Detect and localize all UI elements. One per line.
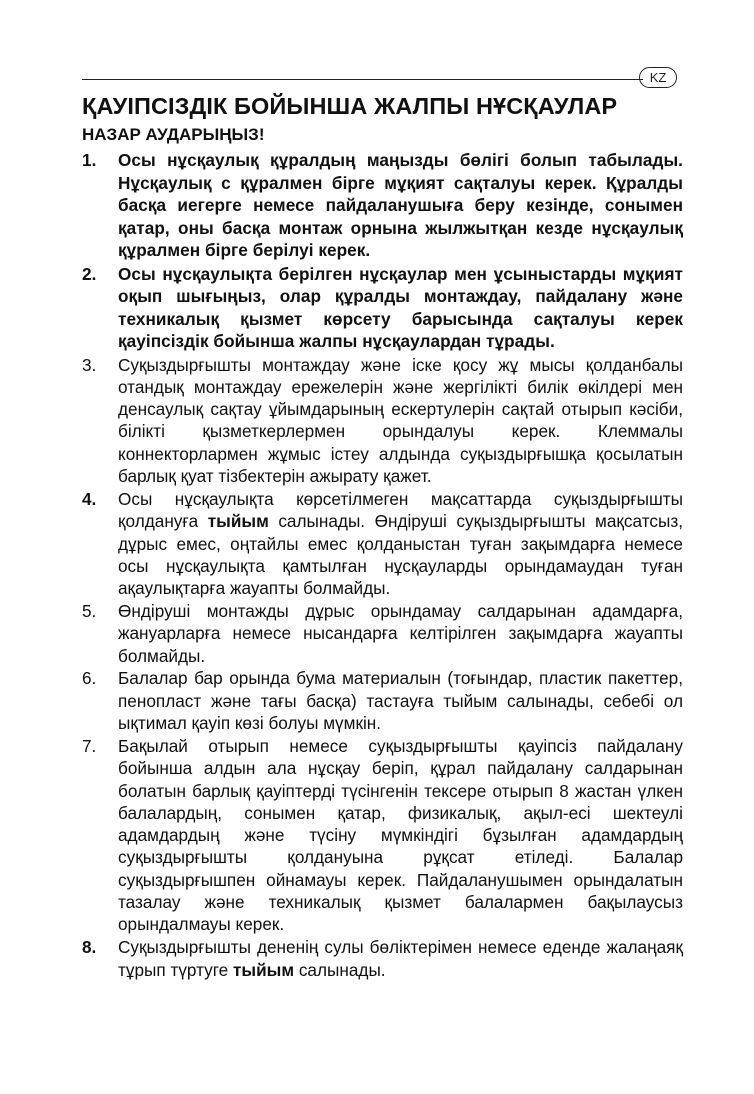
item-number: 1. [82,150,97,170]
item-number: 7. [82,735,97,756]
prohibited-keyword: тыйым [207,511,269,532]
list-item [82,600,683,667]
list-item [82,488,683,599]
item-number: 5. [82,600,97,621]
list-item [82,354,683,488]
list-item [82,735,683,936]
item-number: 8. [82,937,97,958]
item-number: 4. [82,488,97,509]
item-text: Осы нұсқаулық құралдың маңызды бөлігі болып табылады. Нұсқаулық с құралмен бірге мұқият сақталуы керек. Құралды басқа иегерге немесе пайдаланушыға беру кезінде, сонымен қатар, оны басқа монтаж орнына жылжытқан кезде нұсқаулық құралмен бірге берілуі керек. [118,150,683,261]
item-text: Өндіруші монтажды дұрыс орындамау салдарынан адамдарға, жануарларға немесе нысандарға келтірілген зақымдарға жауапты болмайды. [118,600,683,666]
item-text: Суқыздырғышты монтаждау және іске қосу жұ мысы қолданбалы отандық монтаждау ережелерін және жергілікті билік өкілдері мен денсаулық сақтау ұйымдарының ескертулерін сақтай отырып кәсіби, білікті қызметкерлермен орындалуы керек. Клеммалы коннекторлармен жұмыс істеу алдында суқыздырғышқа қосылатын барлық қуат тізбектерін ажырату қажет. [118,354,683,487]
item-number: 2. [82,263,97,284]
list-item [82,667,683,734]
prohibited-keyword: тыйым [233,959,295,980]
item-number: 6. [82,668,97,689]
header-rule [82,79,643,80]
item-text-after: салынады. [294,959,386,980]
language-badge: KZ [639,67,677,88]
item-text-before: Суқыздырғышты дененің сулы бөліктерімен немесе еденде жалаңаяқ тұрып түртуге [118,937,683,980]
item-text: Балалар бар орында бума материалын (тоғындар, пластик пакеттер, пенопласт және тағы басқа) тастауға тыйым салынады, себебі ол ықтимал қауіп көзі болуы мүмкін. [118,668,683,734]
page-title: ҚАУІПСІЗДІК БОЙЫНША ЖАЛПЫ НҰСҚАУЛАР [82,93,618,119]
list-item [82,263,683,353]
item-text-before: Осы нұсқаулықта көрсетілмеген мақсаттарда суқыздырғышты қолдануға [118,488,683,532]
list-item [82,149,683,262]
list-item [82,936,683,981]
attention-subtitle: НАЗАР АУДАРЫҢЫЗ! [82,125,265,144]
item-text-after: салынады. Өндіруші суқыздырғышты мақсатсыз, дұрыс емес, оңтайлы емес қолданыстан туған зақымдарға немесе осы нұсқаулықта қамтылған нұсқауларды орындамаудан туған ақаулықтарға жауапты болмайды. [118,511,683,599]
item-text [118,489,683,598]
item-number: 3. [82,354,97,375]
safety-instructions-list [82,149,683,981]
item-text: Осы нұсқаулықта берілген нұсқаулар мен ұсыныстарды мұқият оқып шығыңыз, олар құралды монтаждау, пайдалану және техникалық қызмет көрсету барысында сақталуы керек қауіпсіздік бойынша жалпы нұсқаулардан тұрады. [118,263,683,352]
item-text: Бақылай отырып немесе суқыздырғышты қауіпсіз пайдалану бойынша алдын ала нұсқау беріп, құрал пайдалану салдарынан болатын барлық қауіптерді түсінгенін тексере отырып 8 жастан үлкен балалардың, сонымен қатар, физикалық, ақыл-есі шектеулі адамдардың және түсіну мүмкіндігі бұзылған адамдардың суқыздырғышты қолдануына рұқсат етіледі. Балалар суқыздырғышпен ойнамауы керек. Пайдаланушымен орындалатын тазалау және техникалық қызмет балалармен бақылаусыз орындалмауы керек. [118,735,683,935]
item-text [118,937,683,979]
